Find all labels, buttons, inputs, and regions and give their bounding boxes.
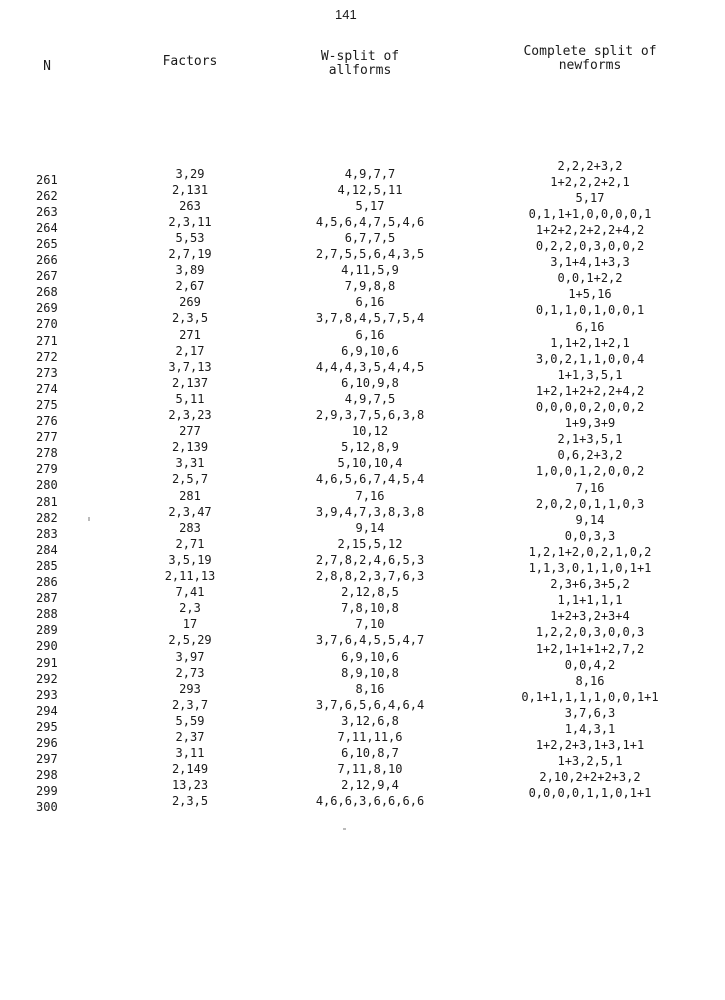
cell-complete: 0,0,0,0,1,1,0,1+1 <box>528 786 652 800</box>
cell-wsplit: 10,12 <box>351 424 389 438</box>
cell-factors: 3,89 <box>175 263 205 277</box>
cell-factors: 263 <box>179 199 201 213</box>
header-complete: Complete split of newforms <box>523 44 657 73</box>
cell-complete: 0,6,2+3,2 <box>557 448 623 462</box>
cell-complete: 1,1,3,0,1,1,0,1+1 <box>528 561 652 575</box>
cell-wsplit: 8,16 <box>355 682 385 696</box>
cell-factors: 2,67 <box>175 279 205 293</box>
cell-n: 280 <box>36 478 58 492</box>
cell-complete: 2,1+3,5,1 <box>557 432 623 446</box>
cell-factors: 293 <box>179 682 201 696</box>
cell-factors: 277 <box>179 424 201 438</box>
cell-complete: 1,2,1+2,0,2,1,0,2 <box>528 545 652 559</box>
cell-wsplit: 3,9,4,7,3,8,3,8 <box>315 505 425 519</box>
cell-wsplit: 6,10,8,7 <box>341 746 399 760</box>
cell-complete: 8,16 <box>575 674 605 688</box>
cell-n: 288 <box>36 607 58 621</box>
cell-wsplit: 9,14 <box>355 521 385 535</box>
cell-complete: 1+9,3+9 <box>564 416 616 430</box>
cell-n: 270 <box>36 317 58 331</box>
cell-factors: 2,149 <box>171 762 209 776</box>
cell-n: 295 <box>36 720 58 734</box>
cell-factors: 13,23 <box>171 778 209 792</box>
cell-wsplit: 6,7,7,5 <box>344 231 396 245</box>
cell-complete: 0,1,1,0,1,0,0,1 <box>535 303 645 317</box>
cell-factors: 2,5,7 <box>171 472 209 486</box>
cell-wsplit: 2,15,5,12 <box>337 537 403 551</box>
cell-complete: 1+2,1+2+2,2+4,2 <box>535 384 645 398</box>
cell-factors: 2,71 <box>175 537 205 551</box>
cell-complete: 5,17 <box>575 191 605 205</box>
cell-factors: 5,59 <box>175 714 205 728</box>
cell-factors: 2,73 <box>175 666 205 680</box>
cell-wsplit: 3,12,6,8 <box>341 714 399 728</box>
cell-factors: 5,11 <box>175 392 205 406</box>
cell-complete: 2,0,2,0,1,1,0,3 <box>535 497 645 511</box>
cell-n: 298 <box>36 768 58 782</box>
cell-factors: 5,53 <box>175 231 205 245</box>
cell-wsplit: 2,12,8,5 <box>341 585 399 599</box>
cell-n: 269 <box>36 301 58 315</box>
cell-complete: 9,14 <box>575 513 605 527</box>
cell-n: 281 <box>36 495 58 509</box>
cell-factors: 2,7,19 <box>168 247 212 261</box>
cell-complete: 2,2,2+3,2 <box>557 159 623 173</box>
cell-factors: 3,5,19 <box>168 553 212 567</box>
cell-factors: 2,11,13 <box>164 569 216 583</box>
cell-n: 277 <box>36 430 58 444</box>
cell-wsplit: 4,6,6,3,6,6,6,6 <box>315 794 425 808</box>
header-wsplit: W-split of allforms <box>320 49 400 78</box>
cell-n: 264 <box>36 221 58 235</box>
cell-n: 300 <box>36 800 58 814</box>
cell-wsplit: 4,9,7,7 <box>344 167 396 181</box>
cell-wsplit: 2,9,3,7,5,6,3,8 <box>315 408 425 422</box>
cell-complete: 1,0,0,1,2,0,0,2 <box>535 464 645 478</box>
cell-factors: 7,41 <box>175 585 205 599</box>
cell-factors: 3,97 <box>175 650 205 664</box>
cell-n: 286 <box>36 575 58 589</box>
cell-n: 273 <box>36 366 58 380</box>
cell-wsplit: 6,9,10,6 <box>341 344 399 358</box>
cell-wsplit: 5,10,10,4 <box>337 456 403 470</box>
cell-factors: 283 <box>179 521 201 535</box>
cell-wsplit: 7,11,11,6 <box>337 730 403 744</box>
cell-complete: 2,10,2+2+2+3,2 <box>539 770 641 784</box>
cell-n: 275 <box>36 398 58 412</box>
cell-n: 274 <box>36 382 58 396</box>
cell-n: 279 <box>36 462 58 476</box>
cell-n: 266 <box>36 253 58 267</box>
cell-wsplit: 2,7,8,2,4,6,5,3 <box>315 553 425 567</box>
cell-complete: 1+2,2,2+2,1 <box>550 175 630 189</box>
cell-wsplit: 6,16 <box>355 295 385 309</box>
cell-factors: 2,3,47 <box>168 505 212 519</box>
cell-factors: 2,3,11 <box>168 215 212 229</box>
cell-factors: 2,37 <box>175 730 205 744</box>
cell-n: 272 <box>36 350 58 364</box>
cell-wsplit: 3,7,6,5,6,4,6,4 <box>315 698 425 712</box>
cell-wsplit: 2,7,5,5,6,4,3,5 <box>315 247 425 261</box>
cell-factors: 3,29 <box>175 167 205 181</box>
cell-wsplit: 2,12,9,4 <box>341 778 399 792</box>
cell-wsplit: 4,11,5,9 <box>341 263 399 277</box>
scan-mark <box>88 517 90 521</box>
cell-n: 282 <box>36 511 58 525</box>
scan-mark <box>343 828 346 830</box>
cell-complete: 1,1+2,1+2,1 <box>550 336 630 350</box>
cell-complete: 1,1+1,1,1 <box>557 593 623 607</box>
cell-factors: 2,5,29 <box>168 633 212 647</box>
cell-factors: 281 <box>179 489 201 503</box>
cell-complete: 0,1,1+1,0,0,0,0,1 <box>528 207 652 221</box>
cell-wsplit: 3,7,6,4,5,5,4,7 <box>315 633 425 647</box>
cell-n: 261 <box>36 173 58 187</box>
cell-wsplit: 8,9,10,8 <box>341 666 399 680</box>
cell-n: 291 <box>36 656 58 670</box>
cell-factors: 2,3,23 <box>168 408 212 422</box>
cell-wsplit: 4,5,6,4,7,5,4,6 <box>315 215 425 229</box>
header-n: N <box>43 59 51 74</box>
cell-n: 287 <box>36 591 58 605</box>
cell-wsplit: 7,11,8,10 <box>337 762 403 776</box>
cell-factors: 2,3,7 <box>171 698 209 712</box>
cell-wsplit: 4,9,7,5 <box>344 392 396 406</box>
cell-wsplit: 7,9,8,8 <box>344 279 396 293</box>
cell-factors: 2,131 <box>171 183 209 197</box>
cell-wsplit: 3,7,8,4,5,7,5,4 <box>315 311 425 325</box>
cell-n: 294 <box>36 704 58 718</box>
cell-factors: 2,137 <box>171 376 209 390</box>
cell-factors: 3,11 <box>175 746 205 760</box>
cell-factors: 271 <box>179 328 201 342</box>
cell-complete: 1+3,2,5,1 <box>557 754 623 768</box>
page-number: 141 <box>335 7 357 22</box>
cell-complete: 1+1,3,5,1 <box>557 368 623 382</box>
cell-complete: 1+2+3,2+3+4 <box>550 609 630 623</box>
cell-factors: 3,7,13 <box>168 360 212 374</box>
cell-wsplit: 4,12,5,11 <box>337 183 403 197</box>
cell-n: 271 <box>36 334 58 348</box>
cell-complete: 1+2,2+3,1+3,1+1 <box>535 738 645 752</box>
cell-wsplit: 7,16 <box>355 489 385 503</box>
cell-n: 267 <box>36 269 58 283</box>
cell-complete: 0,2,2,0,3,0,0,2 <box>535 239 645 253</box>
cell-complete: 0,1+1,1,1,1,0,0,1+1 <box>521 690 659 704</box>
cell-wsplit: 5,17 <box>355 199 385 213</box>
cell-n: 262 <box>36 189 58 203</box>
cell-n: 278 <box>36 446 58 460</box>
cell-factors: 269 <box>179 295 201 309</box>
cell-n: 296 <box>36 736 58 750</box>
cell-complete: 1+2+2,2+2,2+4,2 <box>535 223 645 237</box>
cell-complete: 1+2,1+1+1+2,7,2 <box>535 642 645 656</box>
cell-complete: 3,7,6,3 <box>564 706 616 720</box>
cell-wsplit: 2,8,8,2,3,7,6,3 <box>315 569 425 583</box>
cell-factors: 2,17 <box>175 344 205 358</box>
cell-n: 297 <box>36 752 58 766</box>
cell-wsplit: 4,4,4,3,5,4,4,5 <box>315 360 425 374</box>
cell-complete: 1+5,16 <box>568 287 612 301</box>
cell-complete: 1,4,3,1 <box>564 722 616 736</box>
cell-n: 283 <box>36 527 58 541</box>
cell-factors: 2,3,5 <box>171 311 209 325</box>
cell-n: 263 <box>36 205 58 219</box>
cell-wsplit: 6,16 <box>355 328 385 342</box>
cell-n: 276 <box>36 414 58 428</box>
cell-factors: 3,31 <box>175 456 205 470</box>
cell-complete: 0,0,4,2 <box>564 658 616 672</box>
cell-n: 285 <box>36 559 58 573</box>
cell-n: 284 <box>36 543 58 557</box>
cell-n: 289 <box>36 623 58 637</box>
cell-complete: 7,16 <box>575 481 605 495</box>
cell-n: 265 <box>36 237 58 251</box>
cell-complete: 3,0,2,1,1,0,0,4 <box>535 352 645 366</box>
cell-wsplit: 6,9,10,6 <box>341 650 399 664</box>
cell-complete: 1,2,2,0,3,0,0,3 <box>535 625 645 639</box>
cell-factors: 2,3 <box>179 601 201 615</box>
cell-factors: 2,139 <box>171 440 209 454</box>
cell-complete: 0,0,3,3 <box>564 529 616 543</box>
cell-wsplit: 4,6,5,6,7,4,5,4 <box>315 472 425 486</box>
cell-wsplit: 6,10,9,8 <box>341 376 399 390</box>
cell-complete: 2,3+6,3+5,2 <box>550 577 630 591</box>
cell-wsplit: 7,10 <box>355 617 385 631</box>
cell-complete: 0,0,0,0,2,0,0,2 <box>535 400 645 414</box>
cell-factors: 2,3,5 <box>171 794 209 808</box>
cell-n: 299 <box>36 784 58 798</box>
cell-wsplit: 5,12,8,9 <box>341 440 399 454</box>
cell-factors: 17 <box>182 617 198 631</box>
cell-n: 293 <box>36 688 58 702</box>
cell-complete: 6,16 <box>575 320 605 334</box>
cell-wsplit: 7,8,10,8 <box>341 601 399 615</box>
cell-n: 292 <box>36 672 58 686</box>
header-factors: Factors <box>162 54 218 69</box>
cell-complete: 3,1+4,1+3,3 <box>550 255 630 269</box>
cell-complete: 0,0,1+2,2 <box>557 271 623 285</box>
cell-n: 268 <box>36 285 58 299</box>
cell-n: 290 <box>36 639 58 653</box>
